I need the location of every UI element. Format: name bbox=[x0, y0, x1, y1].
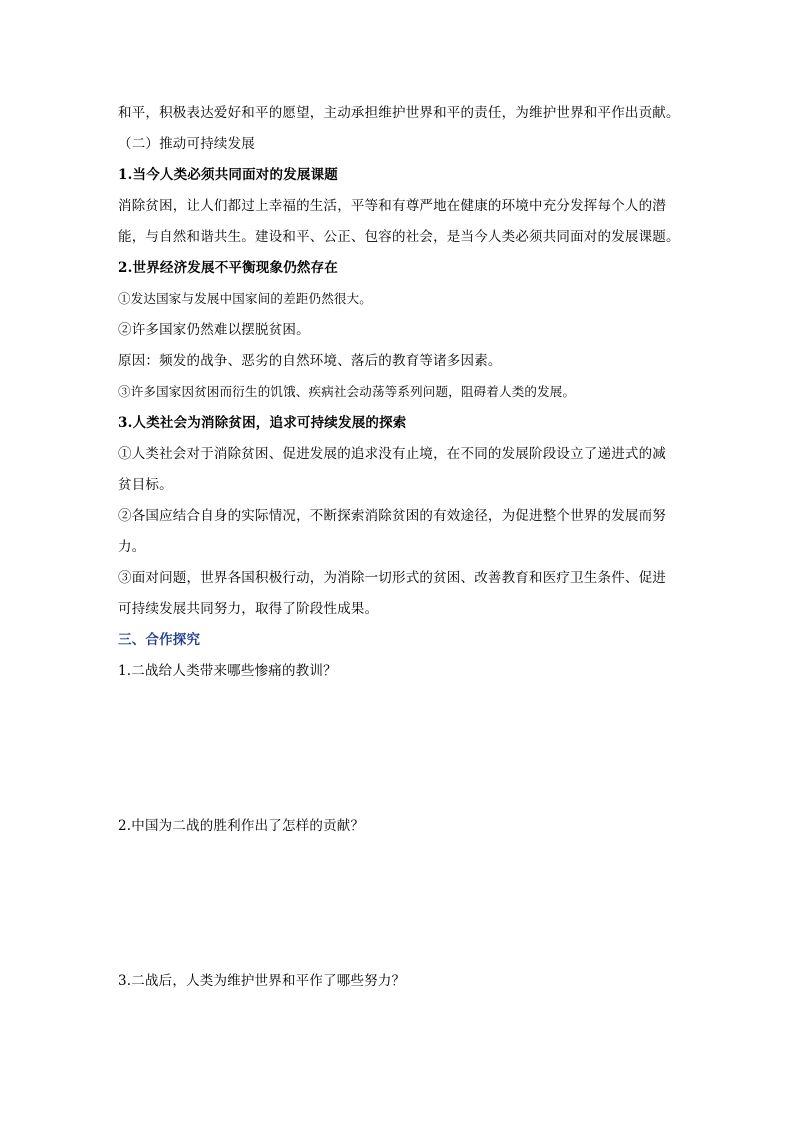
paragraph-line: 和平，积极表达爱好和平的愿望，主动承担维护世界和平的责任，为维护世界和平作出贡献。 bbox=[118, 105, 680, 121]
paragraph-line: 原因：频发的战争、恶劣的自然环境、落后的教育等诸多因素。 bbox=[118, 353, 502, 369]
list-item: ②各国应结合自身的实际情况，不断探索消除贫困的有效途径，为促进整个世界的发展而努 bbox=[118, 508, 666, 524]
list-item: ①发达国家与发展中国家间的差距仍然很大。 bbox=[118, 291, 373, 306]
subheading: 1.当今人类必须共同面对的发展课题 bbox=[118, 167, 338, 183]
section-heading-blue: 三、合作探究 bbox=[118, 632, 201, 648]
list-item: ②许多国家仍然难以摆脱贫困。 bbox=[118, 322, 310, 338]
paragraph-line: 可持续发展共同努力，取得了阶段性成果。 bbox=[118, 601, 379, 617]
subheading: 3.人类社会为消除贫困，追求可持续发展的探索 bbox=[118, 415, 407, 431]
question: 2.中国为二战的胜利作出了怎样的贡献？ bbox=[118, 818, 365, 834]
list-item: ③许多国家因贫困而衍生的饥饿、疾病社会动荡等系列问题，阻碍着人类的发展。 bbox=[118, 384, 576, 399]
paragraph-line: 贫目标。 bbox=[118, 477, 173, 493]
list-item: ③面对问题，世界各国积极行动，为消除一切形式的贫困、改善教育和医疗卫生条件、促进 bbox=[118, 570, 666, 586]
paragraph-line: 消除贫困，让人们都过上幸福的生活，平等和有尊严地在健康的环境中充分发挥每个人的潜 bbox=[118, 198, 666, 214]
section-heading: （二）推动可持续发展 bbox=[118, 136, 255, 152]
question: 3.二战后，人类为维护世界和平作了哪些努力？ bbox=[118, 973, 406, 989]
paragraph-line: 能，与自然和谐共生。建设和平、公正、包容的社会，是当今人类必须共同面对的发展课题。 bbox=[118, 229, 680, 245]
subheading: 2.世界经济发展不平衡现象仍然存在 bbox=[118, 260, 338, 276]
paragraph-line: 力。 bbox=[118, 539, 146, 555]
question: 1.二战给人类带来哪些惨痛的教训？ bbox=[118, 663, 337, 679]
list-item: ①人类社会对于消除贫困、促进发展的追求没有止境，在不同的发展阶段设立了递进式的减 bbox=[118, 446, 666, 462]
